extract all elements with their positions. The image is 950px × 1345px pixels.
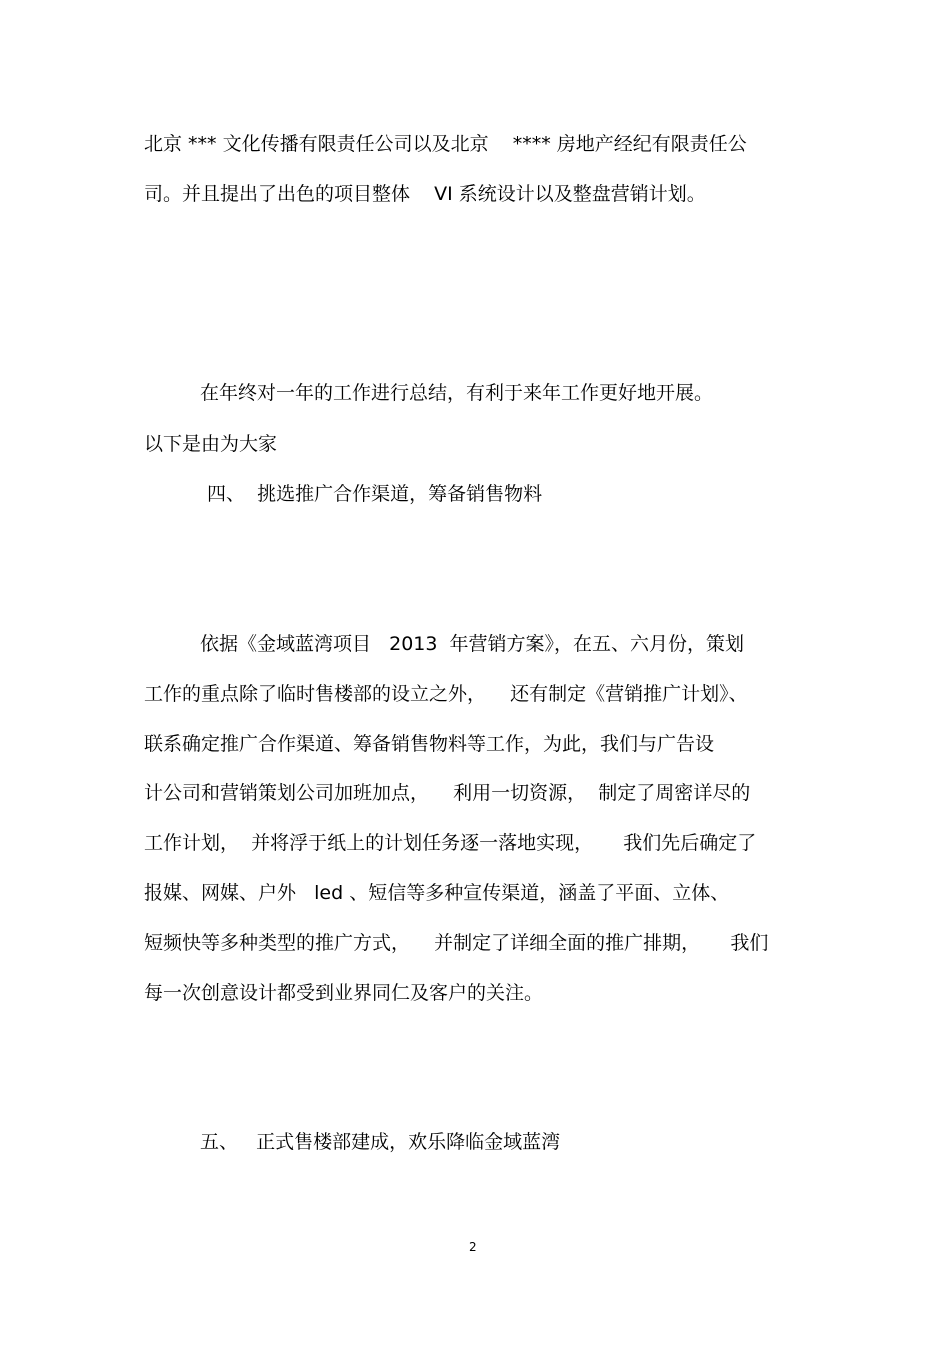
intro-line-2: 司。并且提出了出色的项目整体 VI 系统设计以及整盘营销计划。: [144, 183, 706, 205]
section-four-line-8: 每一次创意设计都受到业界同仁及客户的关注。: [144, 982, 544, 1004]
section-four-heading: 四、 挑选推广合作渠道，筹备销售物料: [207, 483, 543, 505]
section-four-line-4: 计公司和营销策划公司加班加点， 利用一切资源， 制定了周密详尽的: [144, 782, 751, 804]
section-five-heading: 五、 正式售楼部建成，欢乐降临金域蓝湾: [200, 1131, 561, 1153]
section-four-line-3: 联系确定推广合作渠道、筹备销售物料等工作，为此，我们与广告设: [144, 733, 715, 755]
section-four-line-6: 报媒、网媒、户外 led 、短信等多种宣传渠道，涵盖了平面、立体、: [144, 882, 730, 904]
page-number: 2: [469, 1240, 477, 1254]
section-four-line-1: 依据《金域蓝湾项目 2013 年营销方案》，在五、六月份，策划: [200, 633, 745, 655]
section-four-line-2: 工作的重点除了临时售楼部的设立之外， 还有制定《营销推广计划》、: [144, 683, 748, 705]
section-four-line-5: 工作计划， 并将浮于纸上的计划任务逐一落地实现， 我们先后确定了: [144, 832, 757, 854]
summary-line-2: 以下是由为大家: [144, 433, 278, 455]
summary-line-1: 在年终对一年的工作进行总结，有利于来年工作更好地开展。: [200, 382, 714, 404]
section-four-line-7: 短频快等多种类型的推广方式， 并制定了详细全面的推广排期， 我们: [144, 932, 769, 954]
intro-line-1: 北京 *** 文化传播有限责任公司以及北京 **** 房地产经纪有限责任公: [144, 133, 747, 155]
